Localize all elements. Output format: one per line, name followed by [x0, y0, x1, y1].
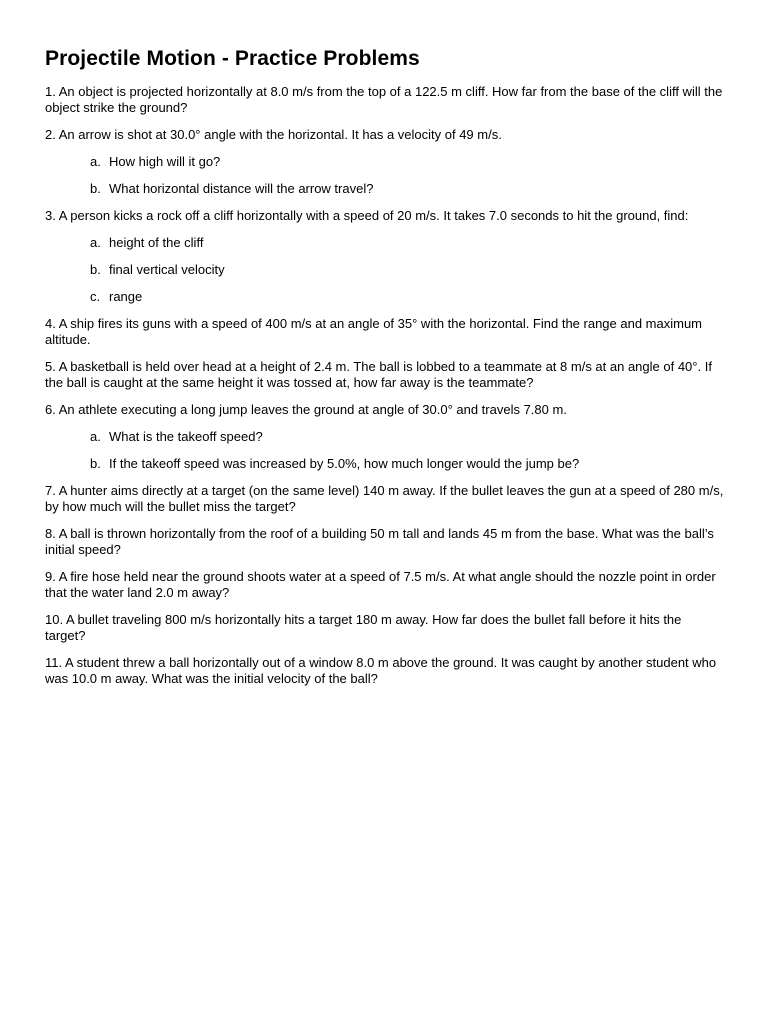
problem-3: 3. A person kicks a rock off a cliff horizontally with a speed of 20 m/s. It takes 7.0 seconds to hit the ground, find: — [45, 208, 689, 223]
part-letter: b. — [90, 262, 101, 277]
problem-1: 1. An object is projected horizontally at 8.0 m/s from the top of a 122.5 m cliff. How far from the base of the cliff will the object strike the ground? — [45, 84, 723, 115]
problem-5: 5. A basketball is held over head at a height of 2.4 m. The ball is lobbed to a teammate at 8 m/s at an angle of 40°. If the ball is caught at the same height it was tossed at, how far away is the teammate? — [45, 359, 712, 390]
problem-10: 10. A bullet traveling 800 m/s horizontally hits a target 180 m away. How far does the bullet fall before it hits the target? — [45, 612, 682, 643]
part-text: range — [109, 289, 143, 304]
part-text: What is the takeoff speed? — [109, 429, 263, 444]
part-letter: b. — [90, 456, 101, 471]
problem-6: 6. An athlete executing a long jump leaves the ground at angle of 30.0° and travels 7.80 m. — [45, 402, 567, 417]
problem-2-part-a — [90, 154, 725, 170]
problem-2-part-b — [90, 181, 725, 197]
part-text: What horizontal distance will the arrow travel? — [109, 181, 374, 196]
page-title: Projectile Motion - Practice Problems — [45, 47, 420, 70]
part-letter: a. — [90, 429, 101, 444]
problem-4: 4. A ship fires its guns with a speed of 400 m/s at an angle of 35° with the horizontal. Find the range and maximum altitude. — [45, 316, 703, 347]
part-text: height of the cliff — [109, 235, 204, 250]
part-letter: a. — [90, 154, 101, 169]
part-text: How high will it go? — [109, 154, 221, 169]
problem-7: 7. A hunter aims directly at a target (on the same level) 140 m away. If the bullet leaves the gun at a speed of 280 m/s, by how much will the bullet miss the target? — [45, 483, 724, 514]
problem-3-part-a — [90, 235, 725, 251]
problem-8: 8. A ball is thrown horizontally from the roof of a building 50 m tall and lands 45 m from the base. What was the ball’s initial speed? — [45, 526, 714, 557]
problem-9: 9. A fire hose held near the ground shoots water at a speed of 7.5 m/s. At what angle should the nozzle point in order that the water land 2.0 m away? — [45, 569, 716, 600]
problem-2: 2. An arrow is shot at 30.0° angle with the horizontal. It has a velocity of 49 m/s. — [45, 127, 502, 142]
problem-11: 11. A student threw a ball horizontally out of a window 8.0 m above the ground. It was caught by another student who was 10.0 m away. What was the initial velocity of the ball? — [45, 655, 717, 686]
problem-3-part-b — [90, 262, 725, 278]
part-letter: c. — [90, 289, 101, 304]
problem-6-part-a — [90, 429, 725, 445]
part-text: If the takeoff speed was increased by 5.0%, how much longer would the jump be? — [109, 456, 580, 471]
part-letter: b. — [90, 181, 101, 196]
problem-3-part-c — [90, 289, 725, 305]
part-letter: a. — [90, 235, 101, 250]
document-page — [45, 46, 725, 698]
part-text: final vertical velocity — [109, 262, 225, 277]
problem-6-part-b — [90, 456, 725, 472]
